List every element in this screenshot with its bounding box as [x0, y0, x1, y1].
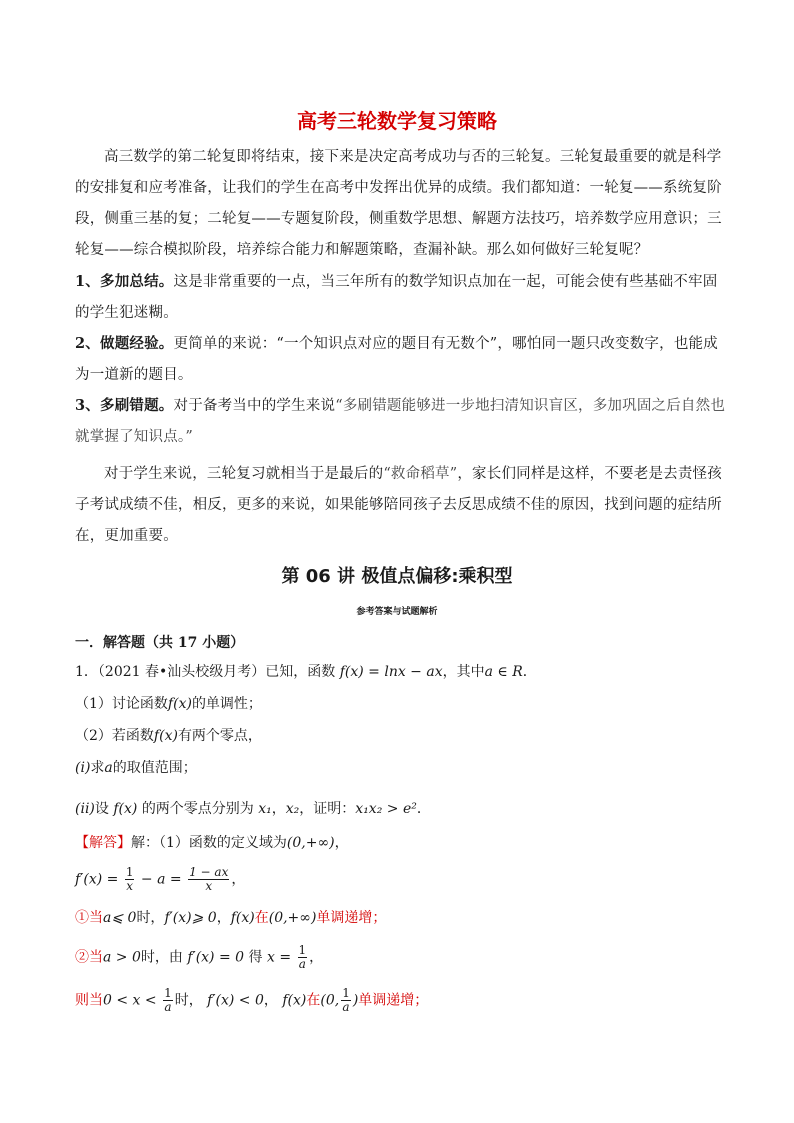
closing-paragraph	[75, 459, 725, 552]
qii-function: f(x)	[113, 801, 138, 817]
tip-mistakes	[75, 390, 725, 453]
solution-domain: (0,+∞)	[286, 835, 335, 851]
case3-label: 则当	[75, 992, 103, 1009]
qii-x2: x₂	[285, 801, 300, 817]
question-2-i	[75, 757, 735, 779]
qi-number: (i)	[75, 760, 91, 776]
problem-condition: a ∈ R	[484, 664, 523, 680]
qii-x1: x₁	[258, 801, 272, 817]
problem-period: ．	[522, 664, 537, 680]
tip2-body: 更简单的来说：“一个知识点对应的题目有无数个”，哪怕同一题只改变数字，也能成为一道新的题目。	[75, 336, 718, 383]
question-2	[75, 725, 735, 747]
case3-interval-open: (0,	[320, 992, 340, 1009]
case1-function: f(x)	[230, 910, 255, 926]
q2-function: f(x)	[153, 728, 178, 744]
problem-head: 1．（2021 春•汕头校级月考）已知，函数	[75, 664, 336, 680]
closing-text-b: ，家长们同样是这样，不要老是去责怪孩子考试成绩不佳，相反，更多的来说，如果能够陪同孩子去反思成绩不佳的原因，找到问题的症结所在，更加重要。	[75, 466, 722, 544]
qi-text: 求	[90, 760, 105, 776]
problem-statement	[75, 661, 735, 683]
fraction-derivative	[188, 866, 229, 893]
tip2-head: 2、做题经验。	[75, 335, 174, 352]
case3-int-denominator: a	[342, 1000, 350, 1014]
intro-paragraph	[75, 142, 725, 266]
tip3-body: 对于备考当中的学生来说	[173, 398, 336, 414]
tip3-quote: “多刷错题能够进一步地扫清知识盲区，多加巩固之后自然也就掌握了知识点。”	[75, 398, 726, 445]
intro-text: 高三数学的第二轮复即将结束，接下来是决定高考成功与否的三轮复。三轮复最重要的就是科学的安排复和应考准备，让我们的学生在高考中发挥出优异的成绩。我们都知道：一轮复——系统复阶段，侧重三基的复；二轮复——专题复阶段，侧重数学思想、解题方法技巧，培养数学应用意识；三轮复——综合模拟阶段，培养综合能力和解题策略，查漏补缺。那么如何做好三轮复呢？	[75, 149, 722, 258]
derivative-end: ，	[231, 871, 246, 888]
question-1	[75, 693, 735, 715]
qii-mid: 的两个零点分别为	[141, 801, 254, 817]
derivative-line	[75, 866, 735, 893]
case3-interval-close: )	[352, 992, 359, 1009]
case2-get: 得	[248, 949, 263, 966]
lecture-title: 第 06 讲 极值点偏移:乘积型	[281, 566, 513, 587]
case3-numerator: 1	[164, 986, 172, 1000]
case2-label: ②当	[75, 949, 103, 966]
qii-prove: ，证明：	[299, 801, 356, 817]
problem-head-tail: ，其中	[442, 664, 485, 680]
q2-tail: 有两个零点，	[177, 728, 262, 744]
case2-equation: f′(x) = 0	[187, 949, 245, 966]
derivative-mid: − a =	[140, 871, 182, 888]
case1-condition: a⩽ 0	[103, 910, 137, 926]
case3-result: 单调递增；	[358, 992, 429, 1009]
section-heading: 一．解答题（共 17 小题）	[75, 635, 245, 651]
qii-text: 设	[94, 801, 109, 817]
qi-tail: 的取值范围；	[112, 760, 197, 776]
case2-end: ，	[309, 949, 324, 966]
case3-function: f(x)	[282, 992, 307, 1009]
case1-comma: ，	[216, 910, 231, 926]
case3-int-numerator: 1	[342, 986, 350, 1000]
frac1-denominator: x	[126, 879, 134, 893]
q1-function: f(x)	[167, 696, 192, 712]
page-title: 高考三轮数学复习策略	[297, 109, 497, 133]
fraction-bound	[163, 987, 173, 1014]
qii-end: ．	[416, 801, 431, 817]
case3-derivative: f′(x) < 0	[207, 992, 264, 1009]
qi-variable: a	[104, 760, 113, 776]
case1-derivative: f′(x)⩾ 0	[164, 910, 217, 926]
case2-denominator: a	[298, 957, 306, 971]
case3-denominator: a	[164, 1000, 172, 1014]
closing-quote: “救命稻草”	[383, 466, 458, 482]
answers-subtitle: 参考答案与试题解析	[356, 607, 438, 617]
frac2-numerator: 1 − ax	[189, 865, 229, 879]
case-1	[75, 907, 735, 929]
tip-summary	[75, 266, 725, 329]
q2-text: （2）若函数	[75, 728, 154, 744]
fraction-interval	[341, 987, 351, 1014]
case3-comma: ，	[263, 992, 278, 1009]
case1-result: 单调递增；	[316, 910, 387, 926]
frac2-denominator: x	[205, 879, 213, 893]
case3-condition: 0 < x <	[103, 992, 157, 1009]
case1-in: 在	[254, 910, 269, 926]
q1-tail: 的单调性；	[191, 696, 262, 712]
qii-inequality: x₁x₂ > e²	[355, 801, 417, 817]
case-2	[75, 944, 735, 971]
solution-tag: 【解答】	[75, 835, 131, 851]
closing-text-a: 对于学生来说，三轮复习就相当于是最后的	[104, 466, 384, 482]
solution-lead-end: ，	[334, 835, 349, 851]
tip3-head: 3、多刷错题。	[75, 397, 174, 414]
case-3	[75, 987, 735, 1014]
case1-label: ①当	[75, 910, 103, 926]
case1-time: 时，	[136, 910, 165, 926]
tip1-head: 1、多加总结。	[75, 273, 174, 290]
solution-lead-text: 解：（1）函数的定义域为	[131, 835, 287, 851]
solution-lead	[75, 832, 735, 854]
case2-numerator: 1	[298, 943, 307, 957]
problem-function: f(x) = lnx − ax	[339, 664, 443, 680]
case2-x: x =	[266, 949, 292, 966]
derivative-lhs: f′(x) =	[75, 871, 119, 888]
tip1-body: 这是非常重要的一点，当三年所有的数学知识点加在一起，可能会使有些基础不牢固的学生犯迷糊。	[75, 274, 718, 321]
question-2-ii	[75, 798, 735, 820]
case3-time: 时，	[174, 992, 203, 1009]
q1-text: （1）讨论函数	[75, 696, 168, 712]
fraction-1-over-x	[125, 866, 135, 893]
qii-comma: ，	[271, 801, 286, 817]
case3-in: 在	[306, 992, 321, 1009]
case2-condition: a > 0	[103, 949, 141, 966]
qii-number: (ii)	[75, 801, 95, 817]
tip-practice	[75, 328, 725, 391]
case2-time: 时，由	[140, 949, 183, 966]
case1-interval: (0,+∞)	[268, 910, 317, 926]
frac1-numerator: 1	[125, 865, 134, 879]
fraction-1-over-a	[298, 944, 308, 971]
